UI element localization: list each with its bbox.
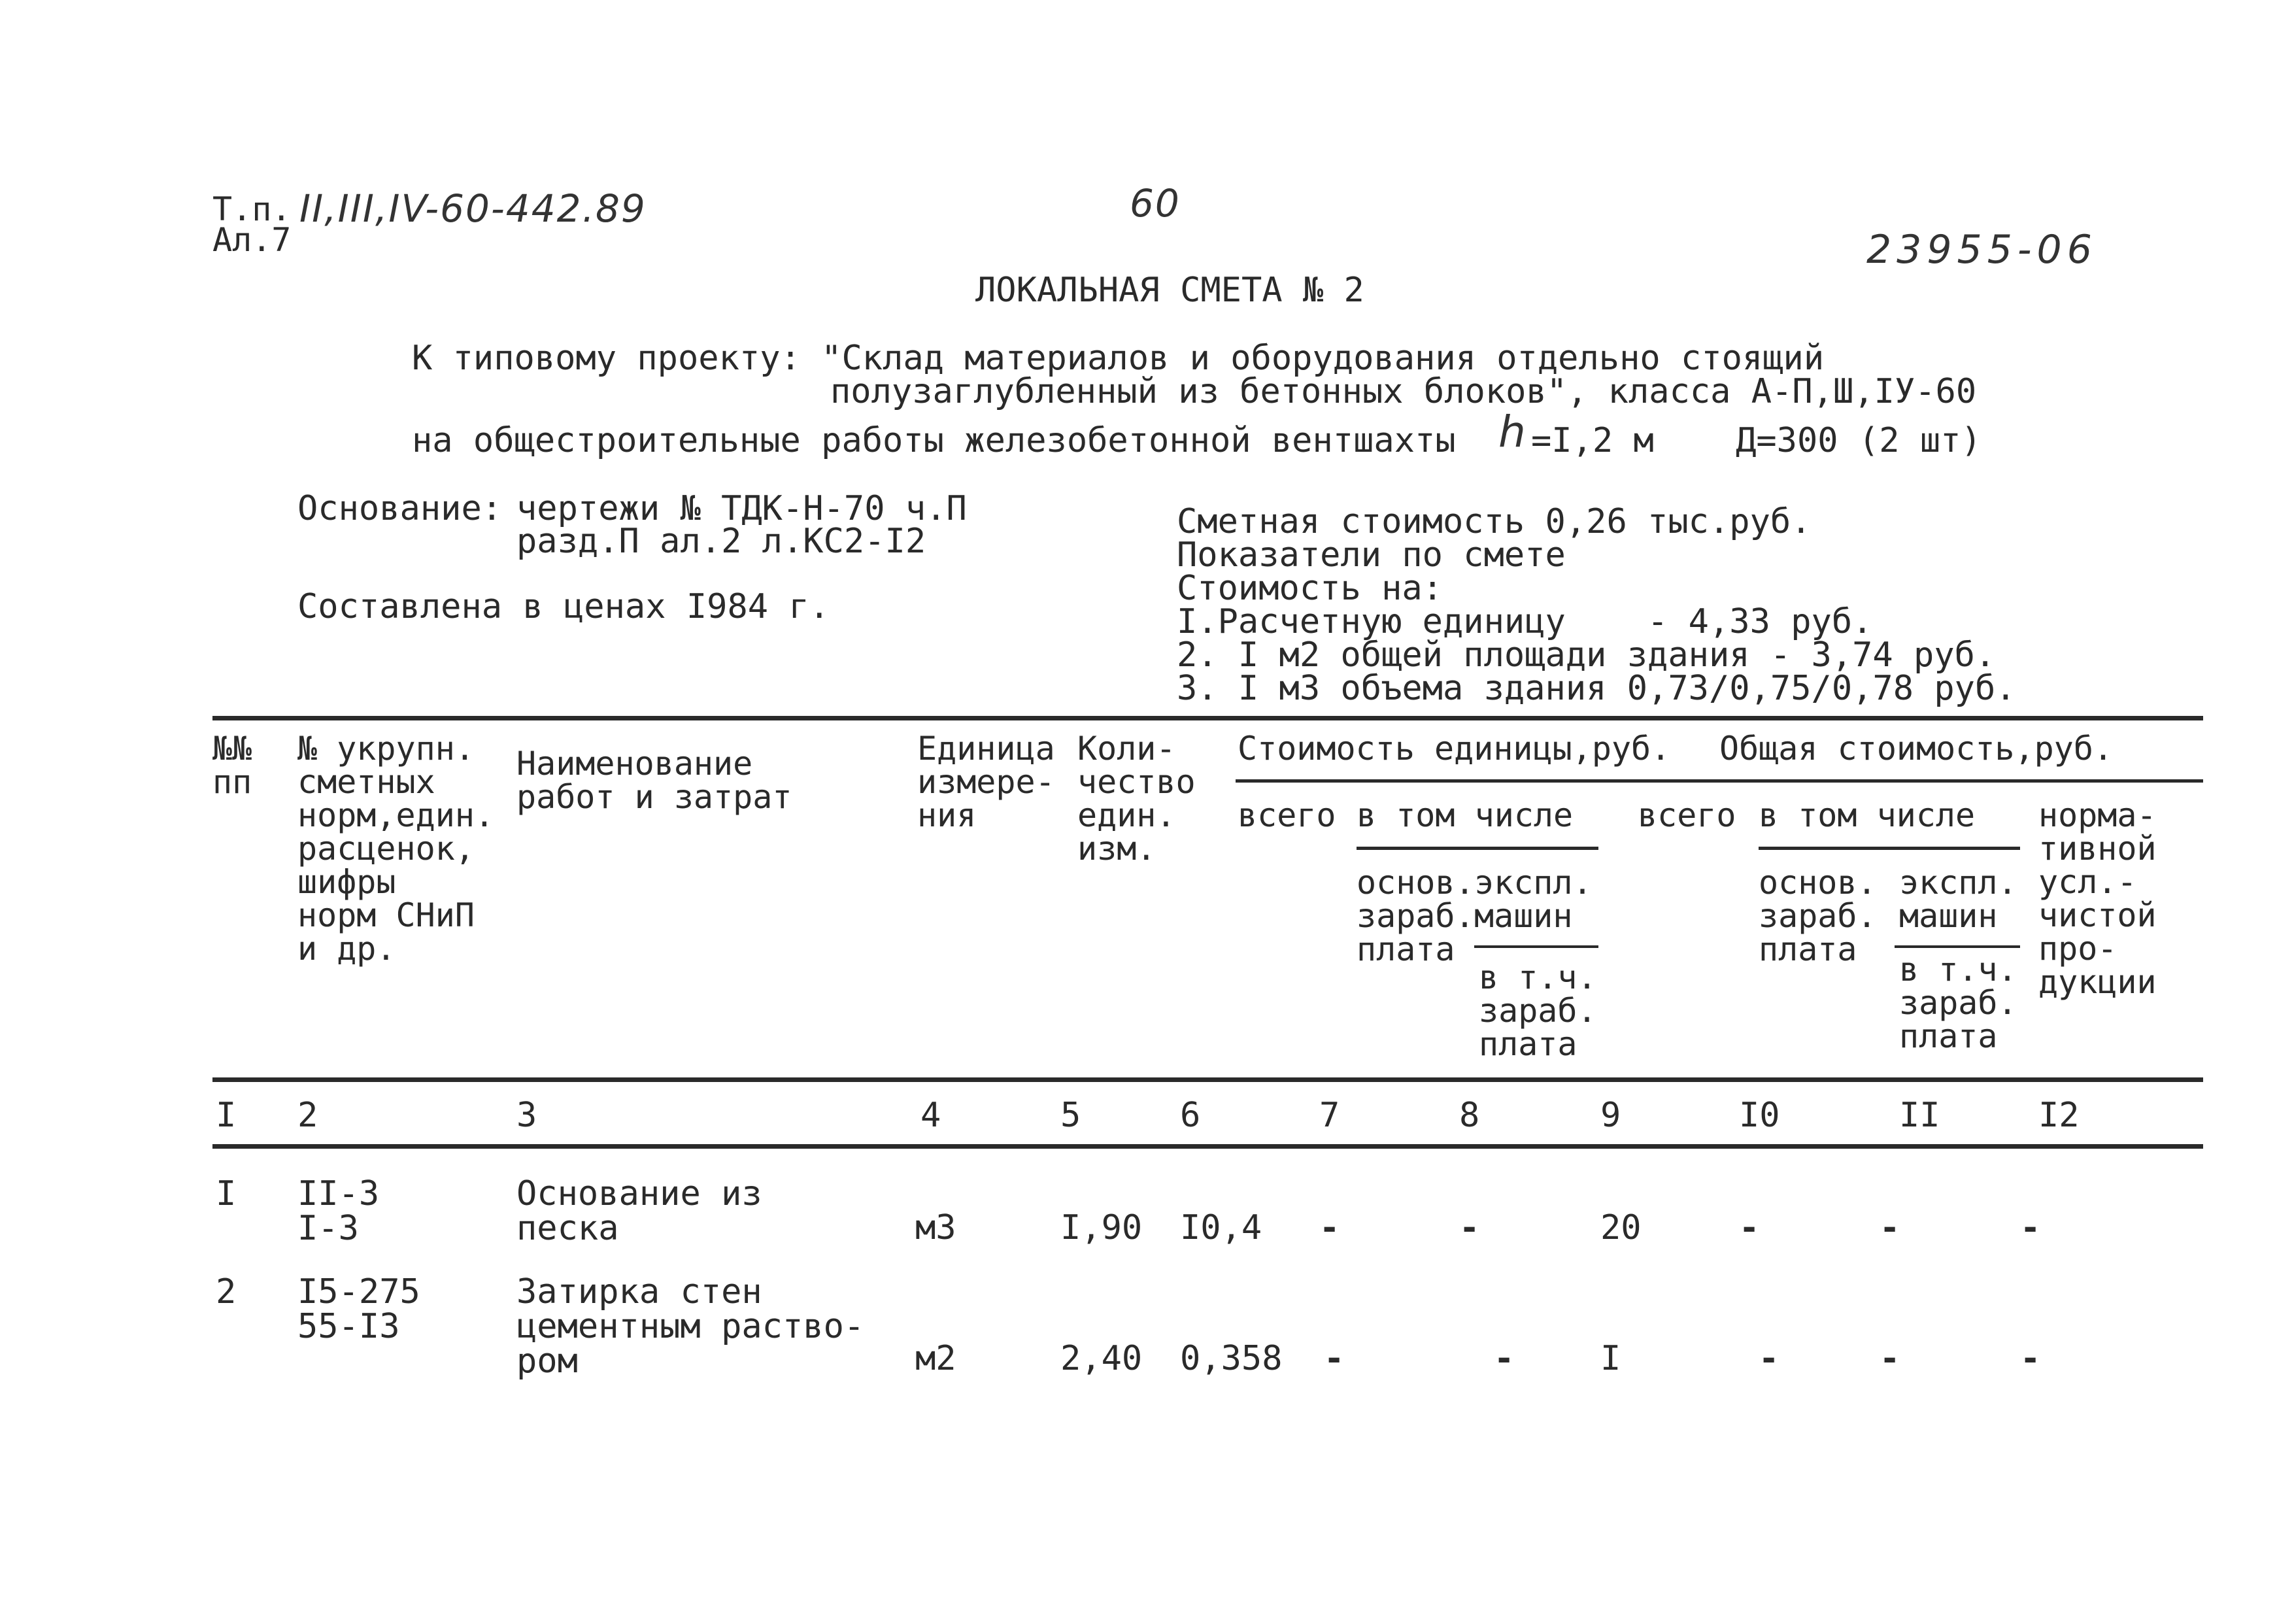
row-2-nn: 2 xyxy=(216,1272,237,1311)
h-symbol: h xyxy=(1498,407,1527,457)
summary-line-4: I.Расчетную единицу - 4,33 руб. xyxy=(1177,602,1873,641)
row-1-unit-osn: - xyxy=(1319,1208,1340,1247)
summary-line-2: Показатели по смете xyxy=(1177,535,1566,575)
summary-line-5: 2. I м2 общей площади здания - 3,74 руб. xyxy=(1177,635,1996,675)
header-total-osn: основ. зараб. плата xyxy=(1759,864,1877,968)
basis-label: Основание: xyxy=(297,489,503,528)
row-1-total-osn: - xyxy=(1739,1208,1760,1247)
incl-rule-1 xyxy=(1357,847,1598,850)
header-norm: № укрупн. сметных норм,един. расценок, шифры норм СНиП и др. xyxy=(297,730,495,968)
col-number: I0 xyxy=(1739,1096,1780,1135)
row-2-unit: м2 xyxy=(915,1339,956,1378)
doc-tp-label: Т.п. xyxy=(212,190,292,228)
row-1-name: Основание из песка xyxy=(516,1174,762,1249)
project-line-3-params: =I,2 м Д=300 (2 шт) xyxy=(1531,421,1982,460)
col-number: 2 xyxy=(297,1096,318,1135)
vtch-rule-1 xyxy=(1474,945,1598,948)
row-2-unit-exp: - xyxy=(1494,1339,1515,1378)
project-line-1: К типовому проекту: "Склад материалов и оборудования отдельно стоящий xyxy=(412,339,1825,378)
header-ncp: норма- тивной усл.- чистой про- дукции xyxy=(2038,796,2157,1001)
row-2-total-exp: - xyxy=(1880,1339,1900,1378)
header-total-cost: Общая стоимость,руб. xyxy=(1719,730,2114,768)
row-1-nn: I xyxy=(216,1174,237,1213)
inventory-number: 23955-06 xyxy=(1866,227,2097,273)
header-unit-incl: в том числе xyxy=(1357,796,1574,834)
row-1-total: 20 xyxy=(1600,1208,1642,1247)
page-number: 60 xyxy=(1130,181,1181,226)
row-1-unit: м3 xyxy=(915,1208,956,1247)
header-total-exp: экспл. машин xyxy=(1899,864,2017,935)
page-title: ЛОКАЛЬНАЯ СМЕТА № 2 xyxy=(975,271,1364,310)
summary-line-6: 3. I м3 объема здания 0,73/0,75/0,78 руб. xyxy=(1177,669,2016,708)
header-unit: Единица измере- ния xyxy=(917,730,1055,834)
header-unit-cost: Стоимость единицы,руб. xyxy=(1238,730,1671,768)
col-number: I2 xyxy=(2038,1096,2080,1135)
header-bottom-rule xyxy=(212,1077,2203,1082)
header-total-vtch: в т.ч. зараб. плата xyxy=(1899,951,2017,1055)
row-2-unit-osn: - xyxy=(1324,1339,1345,1378)
row-1-unit-exp: - xyxy=(1459,1208,1480,1247)
header-unit-total: всего xyxy=(1238,796,1336,834)
header-unit-exp: экспл. машин xyxy=(1474,864,1593,935)
row-2-qty: 2,40 xyxy=(1060,1339,1143,1378)
summary-line-1: Сметная стоимость 0,26 тыс.руб. xyxy=(1177,502,1812,541)
basis-line-2: разд.П ал.2 л.КС2-I2 xyxy=(516,522,926,561)
header-name: Наименование работ и затрат xyxy=(516,745,792,816)
col-number: 4 xyxy=(920,1096,941,1135)
col-number: 9 xyxy=(1600,1096,1621,1135)
header-nn: №№ пп xyxy=(212,730,252,801)
row-1-unit-total: I0,4 xyxy=(1180,1208,1262,1247)
prices-year: Составлена в ценах I984 г. xyxy=(297,587,830,626)
col-number: 6 xyxy=(1180,1096,1201,1135)
table-top-rule xyxy=(212,716,2203,720)
row-1-norm: II-3 I-3 xyxy=(297,1174,380,1249)
row-2-norm: I5-275 55-I3 xyxy=(297,1272,420,1347)
col-number: I xyxy=(216,1096,237,1135)
row-2-unit-total: 0,358 xyxy=(1180,1339,1283,1378)
row-1-total-exp: - xyxy=(1880,1208,1900,1247)
cost-group-rule xyxy=(1236,779,2203,783)
basis-line-1: чертежи № ТДК-Н-70 ч.П xyxy=(516,489,967,528)
numbers-bottom-rule xyxy=(212,1144,2203,1149)
row-1-ncp: - xyxy=(2020,1208,2041,1247)
header-unit-vtch: в т.ч. зараб. плата xyxy=(1479,958,1597,1063)
row-1-qty: I,90 xyxy=(1060,1208,1143,1247)
header-unit-osn: основ. зараб. плата xyxy=(1357,864,1475,968)
row-2-total: I xyxy=(1600,1339,1621,1378)
doc-al-label: Ал.7 xyxy=(212,221,292,259)
header-total-total: всего xyxy=(1638,796,1736,834)
series-code: II,III,IV-60-442.89 xyxy=(299,186,647,231)
col-number: 3 xyxy=(516,1096,537,1135)
col-number: II xyxy=(1899,1096,1940,1135)
project-line-3: на общестроительные работы железобетонной вентшахты xyxy=(412,421,1456,460)
project-line-2: полузаглубленный из бетонных блоков", класса А-П,Ш,IУ-60 xyxy=(830,372,1977,411)
incl-rule-2 xyxy=(1759,847,2020,850)
row-2-ncp: - xyxy=(2020,1339,2041,1378)
col-number: 8 xyxy=(1459,1096,1480,1135)
header-qty: Коли- чество един. изм. xyxy=(1077,730,1196,868)
row-2-name: Затирка стен цементным раство- ром xyxy=(516,1272,865,1381)
row-2-total-osn: - xyxy=(1759,1339,1780,1378)
vtch-rule-2 xyxy=(1895,945,2020,948)
col-number: 5 xyxy=(1060,1096,1081,1135)
summary-line-3: Стоимость на: xyxy=(1177,569,1443,608)
header-total-incl: в том числе xyxy=(1759,796,1976,834)
col-number: 7 xyxy=(1319,1096,1340,1135)
